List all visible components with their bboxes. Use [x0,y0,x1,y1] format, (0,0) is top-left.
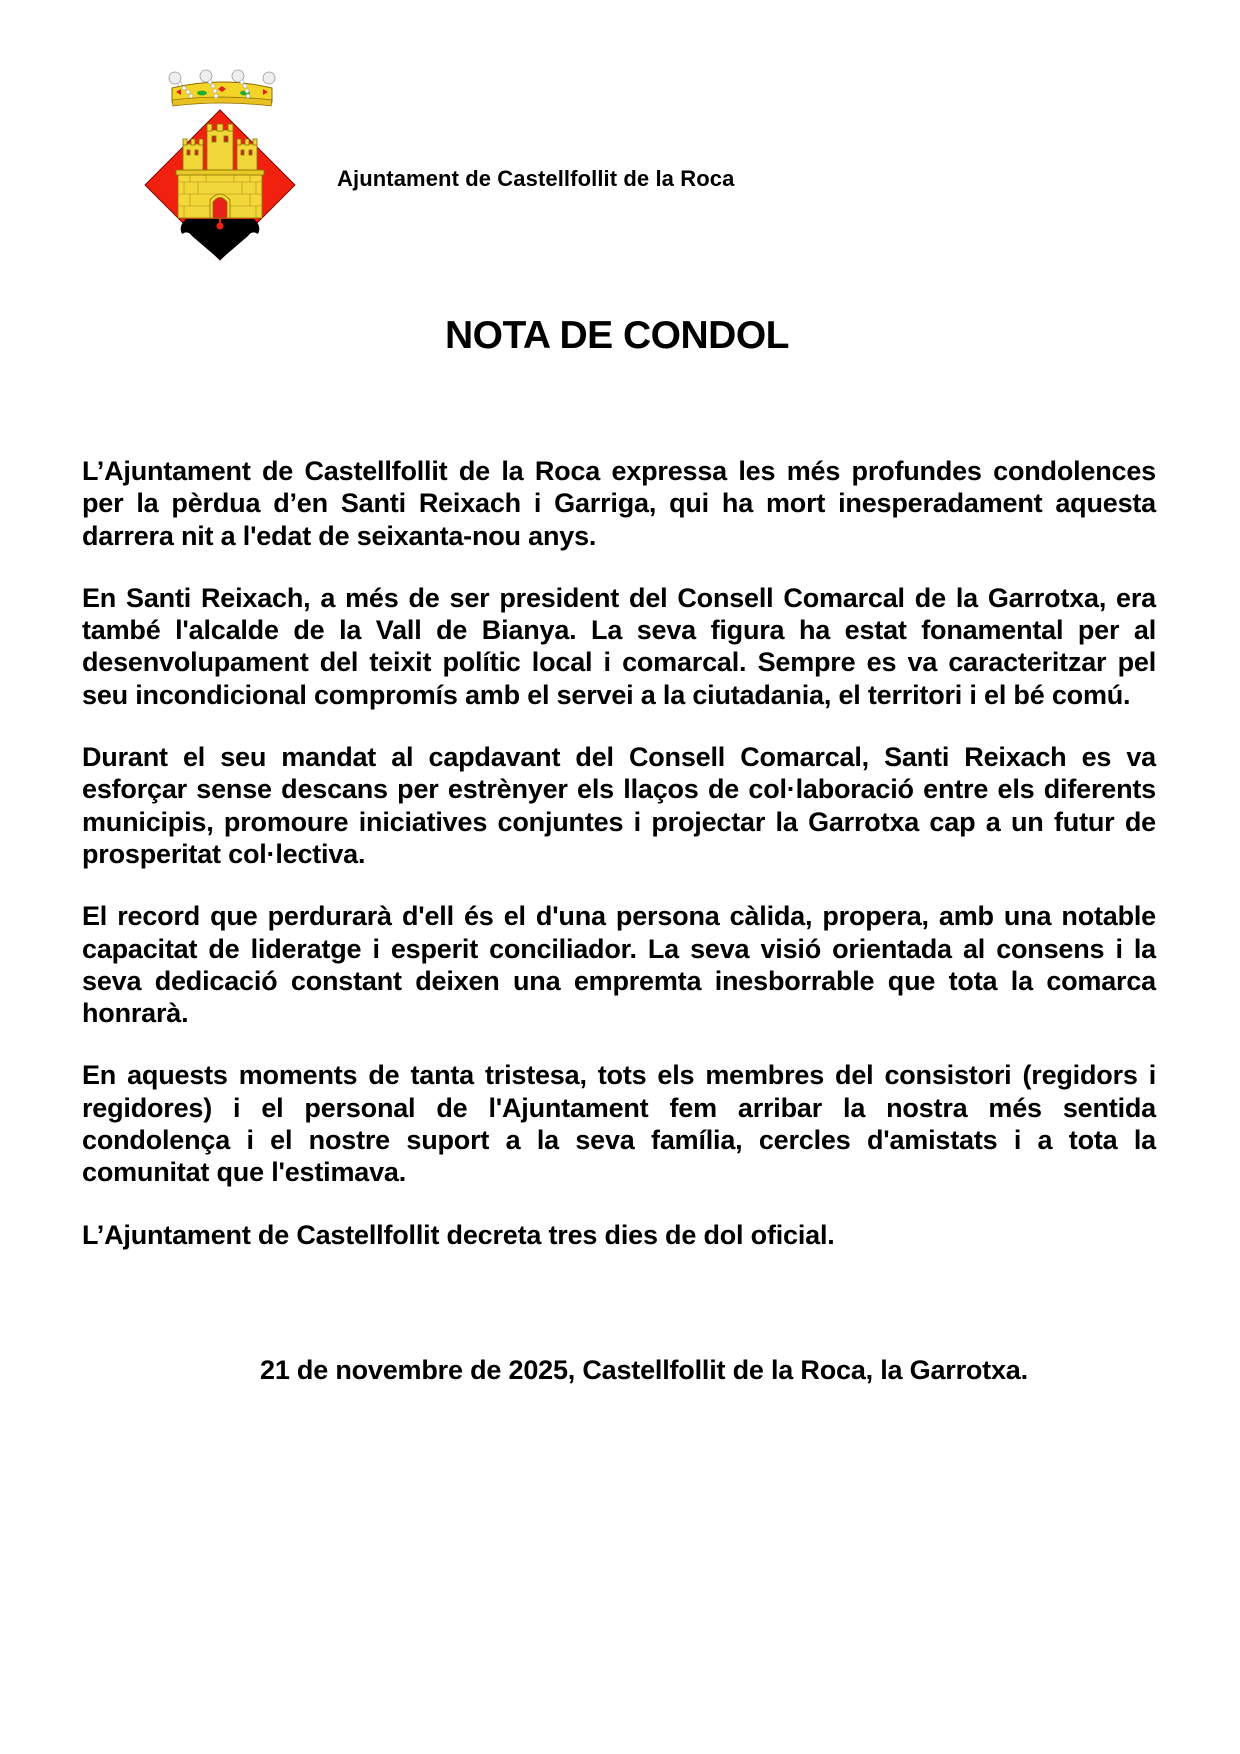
paragraph-condolences: L’Ajuntament de Castellfollit de la Roca expressa les més profundes condolences per la pèrdua d’en Santi Reixach i Garriga, qui ha mort inesperadament aquesta darrera nit a l'edat de seixanta-nou anys. [82,456,1156,551]
castle-icon [176,124,264,218]
paragraph-mandate: Durant el seu mandat al capdavant del Consell Comarcal, Santi Reixach es va esforçar sense descans per estrènyer els llaços de col·laboració entre els diferents municipis, promoure iniciatives conjuntes i projectar la Garrotxa cap a un futur de prosperitat col·lectiva. [82,742,1156,869]
coat-of-arms-logo [140,66,305,266]
document-body [82,455,1156,1281]
paragraph-support: En aquests moments de tanta tristesa, tots els membres del consistori (regidors i regidores) i el personal de l'Ajuntament fem arribar la nostra més sentida condolença i el nostre suport a la seva família, cercles d'amistats i a tota la comunitat que l'estimava. [82,1060,1156,1188]
crown-icon [169,70,275,106]
date-place-line: 21 de novembre de 2025, Castellfollit de la Roca, la Garrotxa. [260,1355,1028,1385]
organization-name: Ajuntament de Castellfollit de la Roca [337,166,735,191]
paragraph-biography: En Santi Reixach, a més de ser president del Consell Comarcal de la Garrotxa, era també l'alcalde de la Vall de Bianya. La seva figura ha estat fonamental per al desenvolupament del teixit polític local i comarcal. Sempre es va caracteritzar pel seu incondicional compromís amb el servei a la ciutadania, el territori i el bé comú. [82,582,1156,710]
paragraph-official-mourning: L’Ajuntament de Castellfollit decreta tres dies de dol oficial. [82,1219,835,1250]
document-title-text: NOTA DE CONDOL [445,314,789,357]
paragraph-remembrance: El record que perdurarà d'ell és el d'una persona càlida, propera, amb una notable capacitat de lideratge i esperit conciliador. La seva visió orientada al consens i la seva dedicació constant deixen una empremta inesborrable que tota la comarca honrarà. [82,901,1156,1029]
document-title [0,314,1240,358]
coat-of-arms-icon [140,66,305,266]
